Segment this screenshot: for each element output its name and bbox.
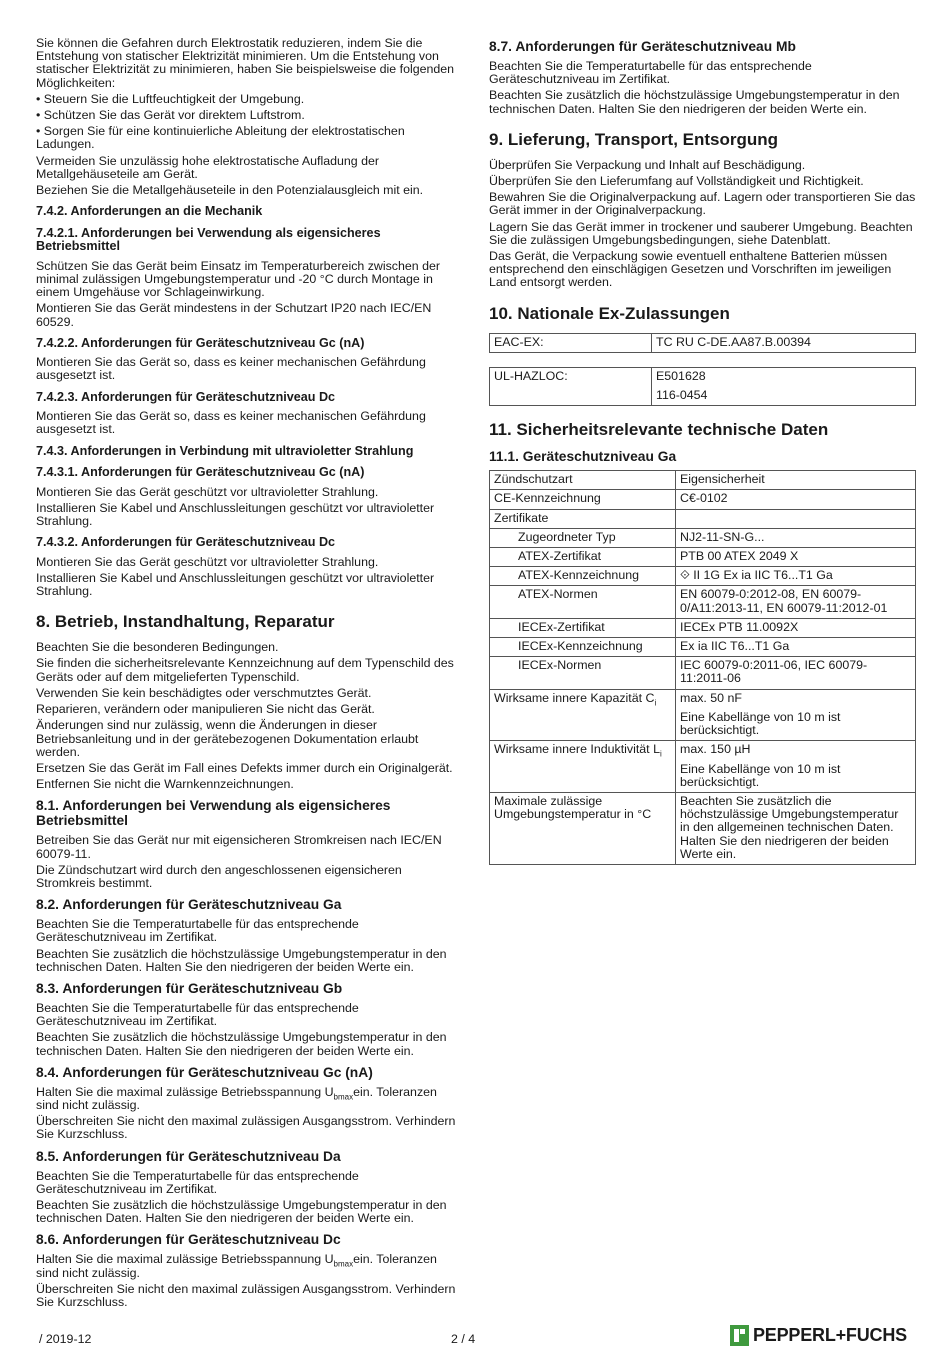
table-row xyxy=(490,490,916,509)
paragraph: Beachten Sie die Temperaturtabelle für das entsprechende Geräteschutzniveau im Zertifikat. xyxy=(36,1168,359,1196)
text-part: Halten Sie die maximal zulässige Betriebsspannung U xyxy=(36,1084,334,1099)
paragraph: Bewahren Sie die Originalverpackung auf. Lagern oder transportieren Sie das Gerät immer in der Originalverpackung. xyxy=(489,190,916,218)
table-value xyxy=(676,689,916,741)
page-number: 2 / 4 xyxy=(451,1332,476,1346)
section-heading: 7.4.3. Anforderungen in Verbindung mit ultravioletter Strahlung xyxy=(36,443,414,458)
logo-text: PEPPERL+FUCHS xyxy=(753,1324,907,1345)
section-heading: 7.4.3.2. Anforderungen für Geräteschutzniveau Dc xyxy=(36,535,336,550)
text-part: Wirksame innere Kapazität C xyxy=(494,690,655,705)
paragraph: Montieren Sie das Gerät so, dass es keiner mechanischen Gefährdung ausgesetzt ist. xyxy=(36,355,426,383)
section-heading: 7.4.2.1. Anforderungen bei Verwendung als eigensicheres Betriebsmittel xyxy=(36,225,381,254)
table-value: EN 60079-0:2012-08, EN 60079-0/A11:2013-11, EN 60079-11:2012-01 xyxy=(676,586,916,618)
table-value: PTB 00 ATEX 2049 X xyxy=(676,548,916,567)
table-value: C€-0102 xyxy=(676,490,916,509)
section-heading: 8.3. Anforderungen für Geräteschutzniveau Gb xyxy=(36,980,343,996)
logo-icon xyxy=(730,1325,749,1346)
paragraph: Beachten Sie die Temperaturtabelle für das entsprechende Geräteschutzniveau im Zertifikat. xyxy=(489,59,812,87)
table-value: NJ2-11-SN-G... xyxy=(676,528,916,547)
table-row xyxy=(490,471,916,490)
table-value: IECEx PTB 11.0092X xyxy=(676,618,916,637)
text-part: Halten Sie die maximal zulässige Betriebsspannung U xyxy=(36,1252,334,1267)
safety-data-table xyxy=(489,470,916,865)
table-row xyxy=(490,333,916,352)
paragraph: Installieren Sie Kabel und Anschlussleitungen geschützt vor ultravioletter Strahlung. xyxy=(36,500,435,528)
table-row xyxy=(490,509,916,528)
paragraph: Änderungen sind nur zulässig, wenn die Änderungen in dieser Betriebsanleitung und in der gerätebezogenen Dokumentation erlaubt werden. xyxy=(36,718,419,759)
paragraph: Beachten Sie die besonderen Bedingungen. xyxy=(36,640,279,655)
table-key: IECEx-Kennzeichnung xyxy=(490,638,676,657)
table-row xyxy=(490,528,916,547)
table-value xyxy=(652,367,916,405)
table-row xyxy=(490,618,916,637)
table-row xyxy=(490,586,916,618)
eac-table xyxy=(489,333,916,353)
table-value: Beachten Sie zusätzlich die höchstzulässige Umgebungstemperatur in den allgemeinen technischen Daten. Halten Sie den niedrigeren der beiden Werte ein. xyxy=(676,792,916,864)
section-heading: 7.4.2. Anforderungen an die Mechanik xyxy=(36,204,263,219)
table-key: ATEX-Kennzeichnung xyxy=(490,567,676,586)
chapter-heading: 10. Nationale Ex-Zulassungen xyxy=(489,303,730,323)
bullet-item: • Sorgen Sie für eine kontinuierliche Ableitung der elektrostatischen Ladungen. xyxy=(36,124,405,152)
section-heading: 8.1. Anforderungen bei Verwendung als eigensicheres Betriebsmittel xyxy=(36,798,391,829)
text-part: ein. Toleranzen sind nicht zulässig. xyxy=(36,1084,437,1112)
chapter-heading: 9. Lieferung, Transport, Entsorgung xyxy=(489,129,779,149)
paragraph: Beachten Sie zusätzlich die höchstzulässige Umgebungstemperatur in den technischen Daten. Halten Sie den niedrigeren der beiden Werte ein. xyxy=(36,1030,447,1058)
section-heading: 7.4.2.3. Anforderungen für Geräteschutzniveau Dc xyxy=(36,389,336,404)
value-line: max. 50 nF xyxy=(680,690,742,705)
paragraph: Vermeiden Sie unzulässig hohe elektrostatische Aufladung der Metallgehäuseteile am Gerät. xyxy=(36,153,380,181)
table-key xyxy=(490,741,676,793)
paragraph: Ersetzen Sie das Gerät im Fall eines Defekts immer durch ein Originalgerät. xyxy=(36,760,453,775)
paragraph: Beachten Sie zusätzlich die höchstzulässige Umgebungstemperatur in den technischen Daten. Halten Sie den niedrigeren der beiden Werte ein. xyxy=(36,946,447,974)
table-key: ATEX-Normen xyxy=(490,586,676,618)
paragraph: Beachten Sie zusätzlich die höchstzulässige Umgebungstemperatur in den technischen Daten. Halten Sie den niedrigeren der beiden Werte ein. xyxy=(36,1197,447,1226)
paragraph: Sie können die Gefahren durch Elektrostatik reduzieren, indem Sie die Entstehung von statischer Elektrizität minimieren. Um die Entstehung von statischer Elektrizität zu minimieren, haben Sie beispielsweise die folgenden Möglichkeiten: xyxy=(36,36,455,90)
text-part: ein. Toleranzen sind nicht zulässig. xyxy=(36,1252,437,1280)
paragraph: Installieren Sie Kabel und Anschlussleitungen geschützt vor ultravioletter Strahlung. xyxy=(36,570,435,599)
table-key: IECEx-Zertifikat xyxy=(490,618,676,637)
table-row xyxy=(490,367,916,405)
paragraph xyxy=(36,1253,461,1279)
left-column xyxy=(36,37,461,1312)
table-value: IEC 60079-0:2011-06, IEC 60079-11:2011-06 xyxy=(676,657,916,689)
table-value xyxy=(676,741,916,793)
chapter-heading: 8. Betrieb, Instandhaltung, Reparatur xyxy=(36,612,335,632)
paragraph: Entfernen Sie nicht die Warnkennzeichnungen. xyxy=(36,777,294,792)
paragraph: Sie finden die sicherheitsrelevante Kennzeichnung auf dem Typenschild des Geräts oder auf dem mitgelieferten Typenschild. xyxy=(36,656,454,684)
paragraph: Montieren Sie das Gerät geschützt vor ultravioletter Strahlung. xyxy=(36,484,379,499)
paragraph: Überprüfen Sie den Lieferumfang auf Vollständigkeit und Richtigkeit. xyxy=(489,174,864,189)
table-row xyxy=(490,792,916,864)
value-line: 116-0454 xyxy=(656,388,708,403)
chapter-heading: 11. Sicherheitsrelevante technische Daten xyxy=(489,420,829,440)
paragraph: Verwenden Sie kein beschädigtes oder verschmutztes Gerät. xyxy=(36,685,372,700)
table-key: Zugeordneter Typ xyxy=(490,528,676,547)
subscript: i xyxy=(654,698,657,708)
ul-table xyxy=(489,367,916,406)
paragraph: Überschreiten Sie nicht den maximal zulässigen Ausgangsstrom. Verhindern Sie Kurzschluss. xyxy=(36,1281,456,1309)
table-row xyxy=(490,689,916,741)
text-part: Wirksame innere Induktivität L xyxy=(494,742,660,757)
value-line: Eine Kabellänge von 10 m ist berücksichtigt. xyxy=(680,709,841,738)
table-key: EAC-EX: xyxy=(490,333,652,352)
table-key xyxy=(490,689,676,741)
paragraph: Montieren Sie das Gerät so, dass es keiner mechanischen Gefährdung ausgesetzt ist. xyxy=(36,409,426,437)
table-row xyxy=(490,548,916,567)
section-heading: 7.4.2.2. Anforderungen für Geräteschutzniveau Gc (nA) xyxy=(36,335,365,350)
table-value: TC RU C-DE.AA87.B.00394 xyxy=(652,333,916,352)
paragraph: Überprüfen Sie Verpackung und Inhalt auf Beschädigung. xyxy=(489,157,806,172)
paragraph: Lagern Sie das Gerät immer in trockener und sauberer Umgebung. Beachten Sie die zulässigen Umgebungsbedingungen, siehe Datenblatt. xyxy=(489,219,913,247)
paragraph: Die Zündschutzart wird durch den angeschlossenen eigensicheren Stromkreis bestimmt. xyxy=(36,862,402,890)
paragraph: Montieren Sie das Gerät mindestens in der Schutzart IP20 nach IEC/EN 60529. xyxy=(36,301,432,329)
paragraph: Beziehen Sie die Metallgehäuseteile in den Potenzialausgleich mit ein. xyxy=(36,183,424,198)
table-key: UL-HAZLOC: xyxy=(490,367,652,405)
table-key: ATEX-Zertifikat xyxy=(490,548,676,567)
footer-date: / 2019-12 xyxy=(39,1332,92,1346)
section-heading: 8.2. Anforderungen für Geräteschutzniveau Ga xyxy=(36,897,342,913)
table-row xyxy=(490,741,916,793)
paragraph: Überschreiten Sie nicht den maximal zulässigen Ausgangsstrom. Verhindern Sie Kurzschluss. xyxy=(36,1114,456,1142)
table-key: Maximale zulässige Umgebungstemperatur in °C xyxy=(490,792,676,864)
value-line: max. 150 µH xyxy=(680,742,751,757)
subscript: bmax xyxy=(333,1259,354,1269)
section-heading: 8.7. Anforderungen für Geräteschutzniveau Mb xyxy=(489,39,796,54)
paragraph: Beachten Sie die Temperaturtabelle für das entsprechende Geräteschutzniveau im Zertifikat. xyxy=(36,917,359,945)
brand-logo xyxy=(730,1325,907,1346)
bullet-item: • Steuern Sie die Luftfeuchtigkeit der Umgebung. xyxy=(36,91,305,106)
table-key: CE-Kennzeichnung xyxy=(490,490,676,509)
section-heading: 8.4. Anforderungen für Geräteschutzniveau Gc (nA) xyxy=(36,1064,373,1080)
section-heading: 7.4.3.1. Anforderungen für Geräteschutzniveau Gc (nA) xyxy=(36,465,365,480)
paragraph: Montieren Sie das Gerät geschützt vor ultravioletter Strahlung. xyxy=(36,554,379,569)
paragraph: Betreiben Sie das Gerät nur mit eigensicheren Stromkreisen nach IEC/EN 60079-11. xyxy=(36,833,442,861)
paragraph: Reparieren, verändern oder manipulieren Sie nicht das Gerät. xyxy=(36,702,375,717)
page-footer xyxy=(0,1324,950,1353)
table-value: Eigensicherheit xyxy=(676,471,916,490)
table-value: Ex ia IIC T6...T1 Ga xyxy=(676,638,916,657)
section-heading: 11.1. Geräteschutzniveau Ga xyxy=(489,449,677,465)
table-key: IECEx-Normen xyxy=(490,657,676,689)
table-value xyxy=(676,509,916,528)
subscript: bmax xyxy=(333,1092,354,1102)
paragraph: Schützen Sie das Gerät beim Einsatz im Temperaturbereich zwischen der minimal zulässigen Umgebungstemperatur und -20 °C durch Montage in einem Umgehäuse vor Schlageinwirkung. xyxy=(36,258,441,300)
table-row xyxy=(490,638,916,657)
value-line: Eine Kabellänge von 10 m ist berücksichtigt. xyxy=(680,761,841,789)
value-line: E501628 xyxy=(656,368,706,383)
table-row xyxy=(490,567,916,586)
section-heading: 8.6. Anforderungen für Geräteschutzniveau Dc xyxy=(36,1232,341,1248)
table-key: Zertifikate xyxy=(490,509,676,528)
table-value: ⟐ II 1G Ex ia IIC T6...T1 Ga xyxy=(676,567,916,586)
paragraph xyxy=(36,1086,461,1112)
section-heading: 8.5. Anforderungen für Geräteschutzniveau Da xyxy=(36,1148,341,1164)
paragraph: Beachten Sie zusätzlich die höchstzulässige Umgebungstemperatur in den technischen Daten. Halten Sie den niedrigeren der beiden Werte ein. xyxy=(489,88,900,116)
table-key: Zündschutzart xyxy=(490,471,676,490)
paragraph: Beachten Sie die Temperaturtabelle für das entsprechende Geräteschutzniveau im Zertifikat. xyxy=(36,1000,359,1029)
bullet-item: • Schützen Sie das Gerät vor direktem Luftstrom. xyxy=(36,108,305,123)
subscript: i xyxy=(659,749,662,759)
right-column xyxy=(489,37,916,865)
paragraph: Das Gerät, die Verpackung sowie eventuell enthaltene Batterien müssen entsprechend den einschlägigen Gesetzen und Vorschriften im jeweiligen Land entsorgt werden. xyxy=(489,249,892,290)
table-row xyxy=(490,657,916,689)
